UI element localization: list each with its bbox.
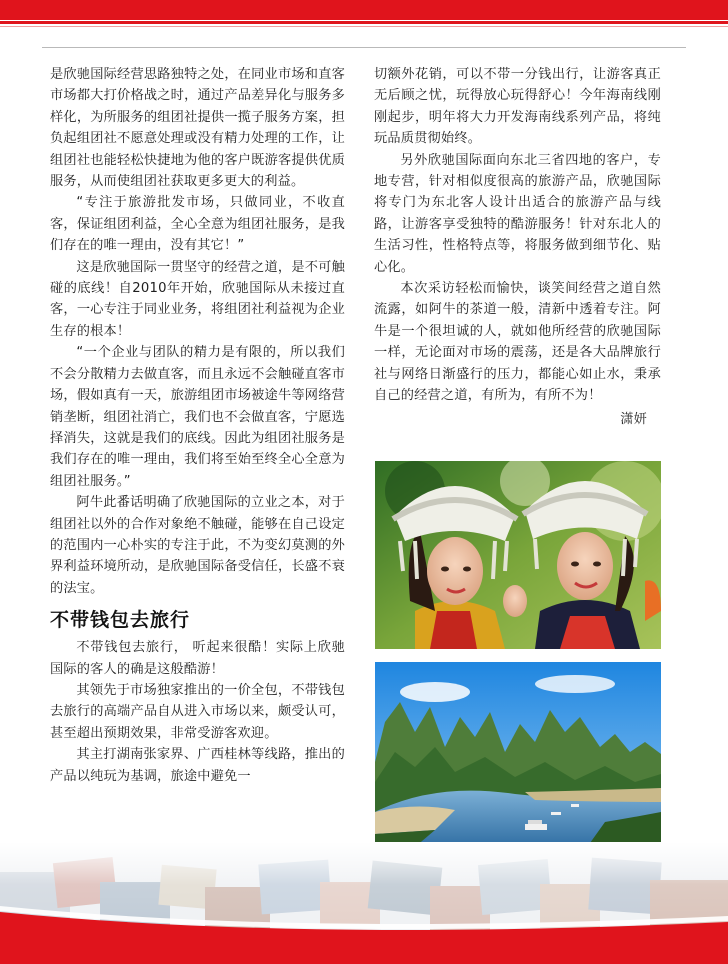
left-column [50,64,345,787]
photo-girls-in-headdresses [375,461,661,649]
top-divider [42,47,686,48]
left-paragraph-3: 这是欣驰国际一贯坚守的经营之道，是不可触碰的底线！自2010年开始，欣驰国际从未接过直客，一心专注于同业业务，将组团社利益视为企业生存的根本！ [50,259,345,339]
left-paragraph-6: 不带钱包去旅行， 听起来很酷！实际上欣驰国际的客人的确是这般酷游！ [50,640,345,677]
header-red-stripe [0,21,728,24]
section-heading: 不带钱包去旅行 [50,609,191,632]
left-paragraph-2: “专注于旅游批发市场，只做同业，不收直客，保证组团利益，全心全意为组团社服务，是我们存在的唯一理由，没有其它！” [50,195,345,254]
left-paragraph-1: 是欣驰国际经营思路独特之处，在同业市场和直客市场都大打价格战之时，通过产品差异化与服务多样化，为所服务的组团社提供一揽子服务方案，担负起组团社不愿意处理或没有精力处理的工作，让组团社也能轻松快捷地为他的客户既游客提供优质服务，从而使组团社获取更多更大的利益。 [50,67,345,190]
left-paragraph-8: 其主打湖南张家界、广西桂林等线路，推出的产品以纯玩为基调，旅途中避免一 [50,747,345,784]
left-paragraph-7: 其领先于市场独家推出的一价全包，不带钱包去旅行的高端产品自从进入市场以来，颇受认可，甚至超出预期效果，非常受游客欢迎。 [50,682,345,741]
header-red-band [0,0,728,20]
right-paragraph-2: 另外欣驰国际面向东北三省四地的客户，专地专营，针对相似度很高的旅游产品，欣驰国际将专门为东北客人设计出适合的旅游产品与线路，让游客享受独特的酷游服务！针对东北人的生活习性，性格特点等，将服务做到细节化、贴心化。 [374,152,661,275]
right-column [374,64,661,430]
left-paragraph-5: 阿牛此番话明确了欣驰国际的立业之本，对于组团社以外的合作对象绝不触碰，能够在自己设定的范围内一心朴实的专注于此，不为变幻莫测的外界利益环境所动，是欣驰国际备受信任，长盛不衰的法宝。 [50,495,345,596]
right-paragraph-3: 本次采访轻松而愉快，谈笑间经营之道自然流露，如阿牛的茶道一般，清新中透着专注。阿牛是一个很坦诚的人，就如他所经营的欣驰国际一样，无论面对市场的震荡，还是各大品牌旅行社与网络日渐盛行的压力，都能心如止水，秉承自己的经营之道，有所为，有所不为！ [374,281,661,404]
right-paragraph-1: 切额外花销，可以不带一分钱出行，让游客真正无后顾之忧，玩得放心玩得舒心！今年海南线刚刚起步，明年将大力开发海南线系列产品，将纯玩品质贯彻始终。 [374,67,661,147]
author-name: 潇妍 [620,411,647,427]
bottom-decorative-collage [0,842,728,964]
left-paragraph-4: “一个企业与团队的精力是有限的，所以我们不会分散精力去做直客，而且永远不会触碰直客市场，假如真有一天，旅游组团市场被途牛等网络营销垄断，组团社消亡，我们也不会做直客，宁愿选择消失，这就是我们的底线。因此为组团社服务是我们存在的唯一理由，我们将至始至终全心全意为组团社服务。” [50,345,345,489]
photo-guilin-river [375,662,661,864]
header-pink-stripe [0,26,728,27]
